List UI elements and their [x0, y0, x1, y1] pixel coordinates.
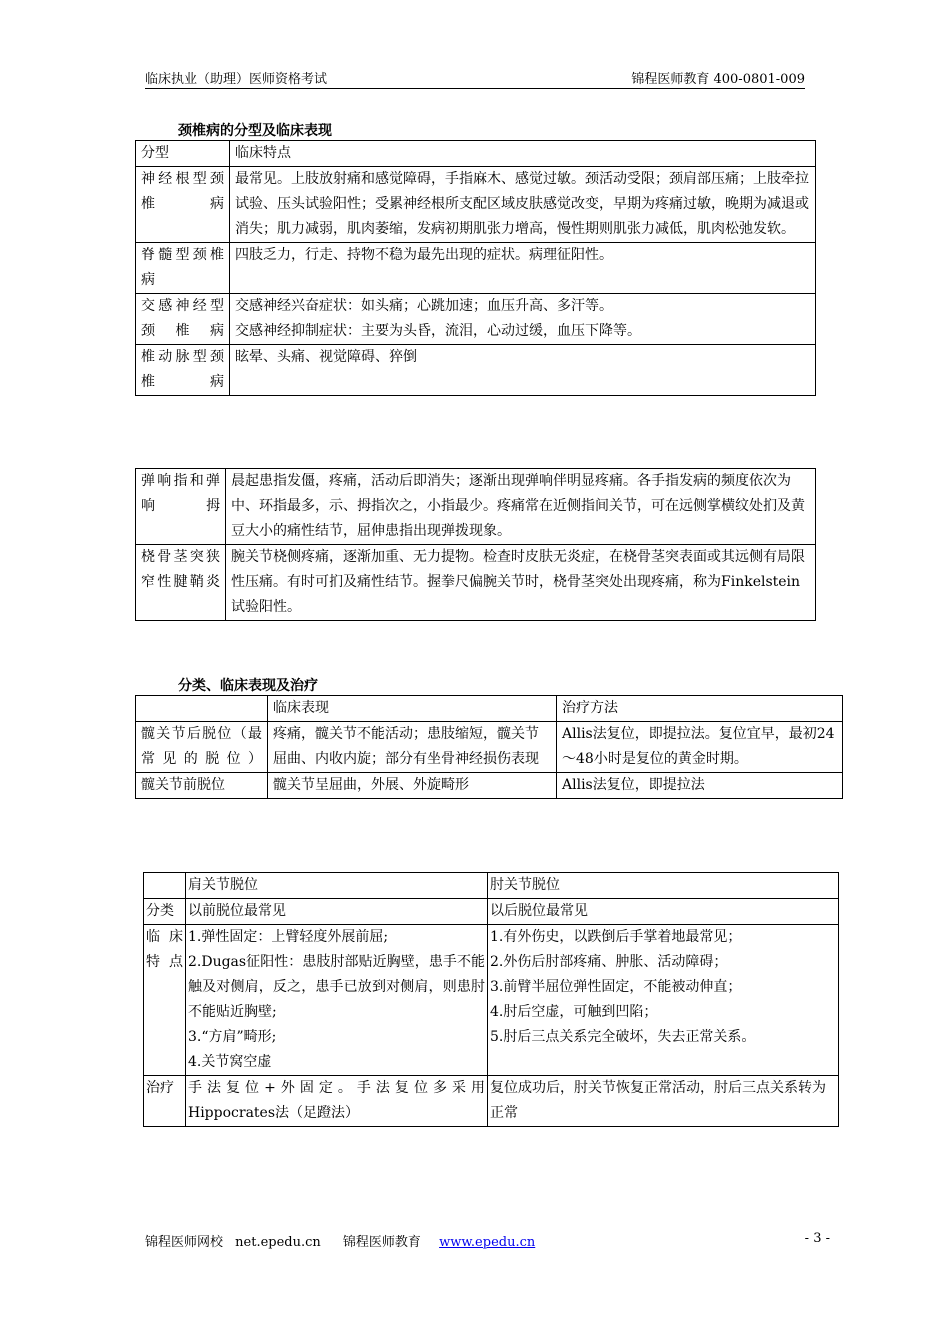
- table-row: [136, 469, 816, 545]
- elbow-cell: 复位成功后，肘关节恢复正常活动，肘后三点关系转为正常: [488, 1076, 839, 1127]
- list-item: 5.肘后三点关系完全破坏，失去正常关系。: [490, 1029, 756, 1045]
- feature-cell: 最常见。上肢放射痛和感觉障碍，手指麻木、感觉过敏。颈活动受限；颈肩部压痛；上肢牵拉试验、压头试验阳性；受累神经根所支配区域皮肤感觉改变，早期为疼痛过敏，晚期为减退或消失；肌力减弱，肌肉萎缩，发病初期肌张力增高，慢性期则肌张力减低，肌肉松弛发软。: [230, 167, 816, 243]
- elbow-cell: [488, 925, 839, 1076]
- header-cell: 肩关节脱位: [186, 873, 488, 899]
- table-row: [144, 925, 839, 1076]
- header-exam-title: 临床执业（助理）医师资格考试: [145, 72, 328, 87]
- header-cell: 治疗方法: [557, 696, 843, 722]
- type-cell: 椎动脉型颈椎病: [136, 345, 230, 396]
- desc-cell: 腕关节桡侧疼痛，逐渐加重、无力提物。检查时皮肤无炎症，在桡骨茎突表面或其远侧有局限性压痛。有时可扪及痛性结节。握拳尺偏腕关节时，桡骨茎突处出现疼痛，称为Finkelstein试验阳性。: [226, 545, 816, 621]
- cervical-spondylosis-table: [135, 140, 816, 396]
- header-cell: [136, 696, 268, 722]
- tenosynovitis-table: [135, 468, 816, 621]
- table-header-row: [136, 141, 816, 167]
- header-cell: 分型: [136, 141, 230, 167]
- feature-line: 交感神经兴奋症状：如头痛；心跳加速；血压升高、多汗等。: [235, 298, 613, 314]
- shoulder-cell: 手法复位+外固定。手法复位多采用Hippocrates法（足蹬法）: [186, 1076, 488, 1127]
- feature-cell: [230, 294, 816, 345]
- header-cell: 临床表现: [268, 696, 557, 722]
- feature-cell: 眩晕、头痛、视觉障碍、猝倒: [230, 345, 816, 396]
- hip-dislocation-table: [135, 695, 843, 799]
- list-item: 2.外伤后肘部疼痛、肿胀、活动障碍；: [490, 954, 728, 970]
- list-item: 3.前臂半屈位弹性固定，不能被动伸直；: [490, 979, 742, 995]
- table-row: [136, 294, 816, 345]
- list-item: 1.有外伤史，以跌倒后手掌着地最常见；: [490, 929, 742, 945]
- header-cell: 临床特点: [230, 141, 816, 167]
- footer-site-name: 锦程医师网校: [145, 1235, 224, 1250]
- table-header-row: [144, 873, 839, 899]
- list-item: 4.肘后空虚，可触到凹陷；: [490, 1004, 658, 1020]
- list-item: 4.关节窝空虚: [188, 1054, 272, 1070]
- table-row: [136, 345, 816, 396]
- footer-site-name: 锦程医师教育: [342, 1235, 421, 1250]
- feature-line: 交感神经抑制症状：主要为头昏，流泪，心动过缓，血压下降等。: [235, 323, 641, 339]
- shoulder-cell: 以前脱位最常见: [186, 899, 488, 925]
- table-row: [136, 722, 843, 773]
- page-header: [145, 68, 805, 89]
- header-publisher: 锦程医师教育 400-0801-009: [631, 72, 805, 87]
- elbow-cell: 以后脱位最常见: [488, 899, 839, 925]
- section-title-hip: 分类、临床表现及治疗: [178, 678, 318, 694]
- header-cell: [144, 873, 186, 899]
- table-row: [144, 1076, 839, 1127]
- table-row: [136, 545, 816, 621]
- clinical-cell: 疼痛，髋关节不能活动；患肢缩短，髋关节屈曲、内收内旋；部分有坐骨神经损伤表现: [268, 722, 557, 773]
- feature-cell: 四肢乏力，行走、持物不稳为最先出现的症状。病理征阳性。: [230, 243, 816, 294]
- page-footer: [145, 1231, 830, 1250]
- list-item: 1.弹性固定：上臂轻度外展前屈;: [188, 929, 389, 945]
- row-label: 分类: [144, 899, 186, 925]
- list-item: 2.Dugas征阳性：患肢肘部贴近胸壁，患手不能触及对侧肩，反之，患手已放到对侧肩，则患肘不能贴近胸壁;: [188, 954, 485, 1020]
- type-cell: 神经根型颈椎病: [136, 167, 230, 243]
- list-item: 3.“方肩”畸形;: [188, 1029, 277, 1045]
- section-title-cervical: 颈椎病的分型及临床表现: [178, 123, 332, 139]
- header-cell: 肘关节脱位: [488, 873, 839, 899]
- shoulder-cell: [186, 925, 488, 1076]
- footer-link[interactable]: www.epedu.cn: [439, 1235, 536, 1250]
- footer-url: net.epedu.cn: [235, 1235, 321, 1250]
- name-cell: 弹响指和弹响拇: [136, 469, 226, 545]
- table-row: [136, 167, 816, 243]
- desc-cell: 晨起患指发僵，疼痛，活动后即消失；逐渐出现弹响伴明显疼痛。各手指发病的频度依次为中、环指最多，示、拇指次之，小指最少。疼痛常在近侧指间关节，可在远侧掌横纹处扪及黄豆大小的痛性结节，屈伸患指出现弹拨现象。: [226, 469, 816, 545]
- clinical-cell: 髋关节呈屈曲，外展、外旋畸形: [268, 773, 557, 799]
- table-row: [136, 773, 843, 799]
- row-label: 治疗: [144, 1076, 186, 1127]
- table-row: [136, 243, 816, 294]
- name-cell: 髋关节后脱位（最常见的脱位）: [136, 722, 268, 773]
- page-number: - 3 -: [804, 1231, 830, 1246]
- row-label: 临 床特点: [144, 925, 186, 1076]
- type-cell: 脊髓型颈椎病: [136, 243, 230, 294]
- table-row: [144, 899, 839, 925]
- table-header-row: [136, 696, 843, 722]
- name-cell: 髋关节前脱位: [136, 773, 268, 799]
- treatment-cell: Allis法复位，即提拉法: [557, 773, 843, 799]
- shoulder-elbow-table: [143, 872, 839, 1127]
- type-cell: 交感神经型颈椎病: [136, 294, 230, 345]
- treatment-cell: Allis法复位，即提拉法。复位宜早，最初24～48小时是复位的黄金时期。: [557, 722, 843, 773]
- name-cell: 桡骨茎突狭窄性腱鞘炎: [136, 545, 226, 621]
